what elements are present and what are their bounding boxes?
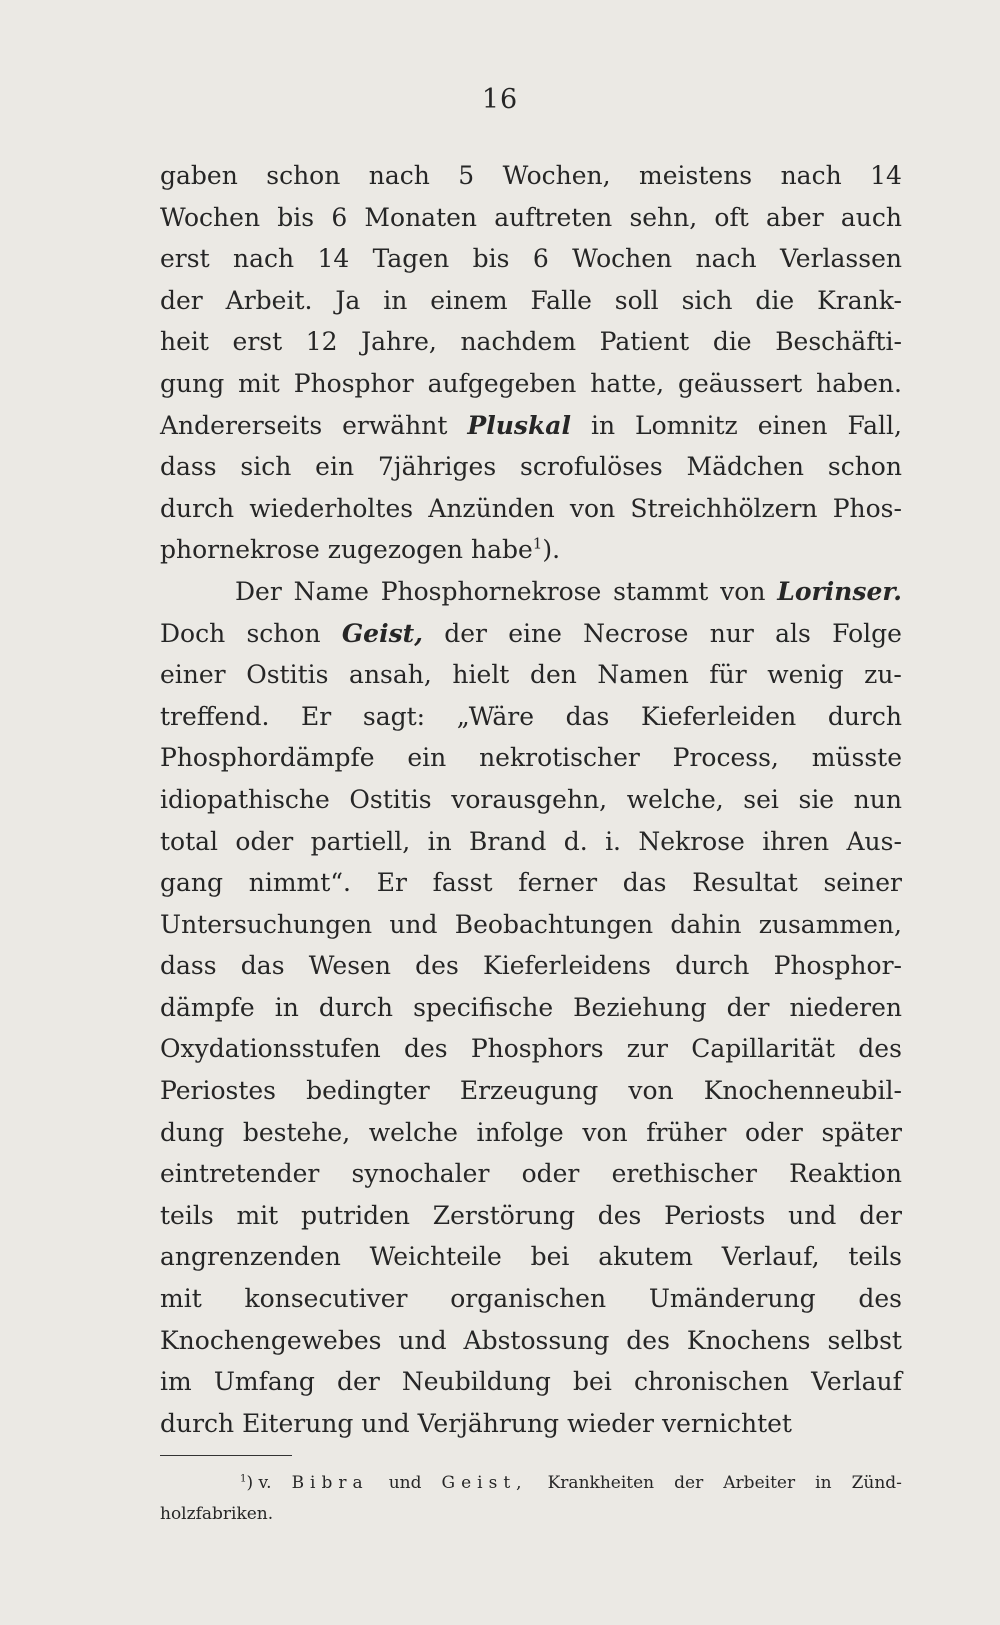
word: nimmt“.	[248, 868, 352, 898]
word: Untersuchungen	[160, 909, 373, 939]
text-line	[160, 1403, 902, 1445]
word: des	[597, 1200, 642, 1230]
word: durch	[160, 1408, 235, 1438]
footnote-author-geist: Geist,	[441, 1473, 528, 1493]
text-line	[160, 155, 902, 197]
word: Verjährung	[417, 1408, 560, 1438]
word: Lomnitz	[635, 410, 738, 440]
footnote-line-2: holzfabriken.	[160, 1504, 274, 1524]
word: Umfang	[213, 1367, 315, 1397]
word: nach	[368, 161, 430, 190]
word: habe	[470, 535, 533, 565]
word: 6	[331, 202, 348, 232]
text-line	[160, 613, 902, 655]
word: Doch	[160, 618, 226, 648]
word: „Wäre	[456, 701, 534, 731]
footnote-marker: 1	[240, 1473, 247, 1485]
word: auftreten	[494, 202, 613, 232]
word: seiner	[823, 868, 902, 898]
word: chronischen	[633, 1367, 790, 1397]
word: Neubildung	[401, 1367, 551, 1397]
word: bis	[472, 244, 510, 274]
text-line	[160, 1112, 902, 1154]
word: und	[389, 909, 438, 939]
word: dung	[160, 1117, 225, 1147]
text-line	[160, 488, 902, 530]
word: Phosphor	[293, 368, 414, 398]
word: vernichtet	[662, 1408, 792, 1438]
word: erst	[232, 327, 283, 357]
word: putriden	[300, 1200, 410, 1230]
word: ihren	[762, 826, 830, 856]
word: bis	[277, 202, 315, 232]
author-name: Geist,	[341, 618, 423, 648]
text-line	[160, 1070, 902, 1112]
word: gung	[160, 368, 225, 398]
word: erethischer	[611, 1159, 757, 1189]
word: Namen	[597, 660, 689, 690]
text-line	[160, 862, 902, 904]
word: welche	[368, 1117, 458, 1147]
word: das	[622, 868, 667, 898]
word: der	[726, 992, 770, 1022]
word: Zerstörung	[432, 1200, 575, 1230]
footnote	[160, 1468, 902, 1530]
word: Resultat	[692, 868, 798, 898]
word: Andererseits	[160, 410, 323, 440]
word: 6	[532, 244, 549, 274]
word: partiell,	[310, 826, 411, 856]
word: eine	[508, 618, 562, 648]
word: ein	[315, 452, 355, 482]
word: durch	[675, 951, 750, 981]
text-line	[160, 737, 902, 779]
word: eintretender	[160, 1159, 320, 1189]
text-line	[160, 987, 902, 1029]
text-line	[160, 821, 902, 863]
word: oder	[235, 826, 294, 856]
word: und	[361, 1408, 410, 1438]
word: die	[755, 285, 795, 315]
word: Anzünden	[428, 493, 555, 523]
word: fasst	[432, 868, 493, 898]
word: 12	[305, 327, 338, 357]
word: früher	[646, 1117, 727, 1147]
word: als	[775, 618, 811, 648]
word: nur	[709, 618, 754, 648]
word: dass	[160, 452, 217, 482]
page-number: 16	[481, 84, 519, 115]
word: Necrose	[583, 618, 689, 648]
word: zusammen,	[758, 909, 902, 939]
word: müsste	[811, 743, 902, 773]
word: auch	[840, 202, 902, 232]
word: von	[720, 576, 766, 606]
word: hatte,	[590, 368, 665, 398]
word: in	[274, 992, 299, 1022]
word: niederen	[789, 992, 902, 1022]
text-line	[160, 1361, 902, 1403]
word: i.	[605, 826, 622, 856]
word: zur	[626, 1034, 669, 1064]
word: bei	[530, 1242, 570, 1272]
word: von	[569, 493, 616, 523]
footnote-ref: $^1$) v.	[240, 1473, 272, 1493]
word: Er	[301, 701, 332, 731]
word: Oxydationsstufen	[160, 1034, 381, 1064]
word: Jahre,	[361, 327, 437, 357]
word: selbst	[827, 1325, 902, 1355]
word: Mädchen	[686, 452, 805, 482]
word: Knochens	[686, 1325, 811, 1355]
word: Verlauf,	[721, 1242, 820, 1272]
word: Phosphors	[470, 1034, 604, 1064]
word: Periosts	[664, 1200, 766, 1230]
word: die	[712, 327, 752, 357]
word: Process,	[672, 743, 779, 773]
word: Eiterung	[242, 1408, 354, 1438]
word: Fall,	[847, 410, 902, 440]
word: Ja	[335, 285, 361, 315]
word	[471, 529, 560, 571]
word: einer	[160, 660, 226, 690]
word: sich	[240, 452, 292, 482]
author-name: Pluskal	[467, 410, 571, 440]
word: das	[565, 701, 610, 731]
word: später	[821, 1117, 902, 1147]
word: Periostes	[160, 1076, 276, 1106]
text-line	[160, 1153, 902, 1195]
word: specifische	[413, 992, 554, 1022]
word: im	[160, 1367, 192, 1397]
word: Abstossung	[463, 1325, 610, 1355]
word: wieder	[567, 1408, 655, 1438]
word: von	[582, 1117, 628, 1147]
word: Nekrose	[638, 826, 745, 856]
word: Brand	[469, 826, 547, 856]
word: stammt	[613, 576, 709, 606]
word: zu-	[864, 660, 902, 690]
word: nach	[695, 244, 757, 274]
word: dämpfe	[160, 992, 255, 1022]
word: nachdem	[460, 327, 577, 357]
text-line	[160, 529, 902, 571]
word: von	[628, 1076, 674, 1106]
word: dass	[160, 951, 217, 981]
text-line	[160, 654, 902, 696]
text-line	[160, 945, 902, 987]
word: Knochenneubil-	[703, 1076, 902, 1106]
word: bestehe,	[242, 1117, 351, 1147]
word: Beobachtungen	[454, 909, 654, 939]
word: nekrotischer	[479, 743, 640, 773]
word: Krank-	[817, 285, 902, 315]
word: schon	[827, 452, 902, 482]
word: Name	[293, 576, 369, 606]
word: Reaktion	[789, 1159, 902, 1189]
text-line	[160, 280, 902, 322]
word: des	[403, 1034, 448, 1064]
word: meistens	[639, 161, 753, 190]
word: scrofulöses	[519, 452, 663, 482]
word: 14	[317, 244, 350, 274]
word: des	[415, 951, 459, 981]
word: bei	[573, 1367, 612, 1397]
word: ).	[542, 535, 561, 565]
word: Patient	[599, 327, 690, 357]
text-line	[160, 1195, 902, 1237]
word: heit	[160, 327, 209, 357]
word: total	[160, 826, 219, 856]
word: durch	[160, 493, 235, 523]
word: soll	[614, 285, 659, 315]
word: sehn,	[629, 202, 698, 232]
word: bedingter	[306, 1076, 430, 1106]
text-line	[160, 197, 902, 239]
word: ferner	[518, 868, 598, 898]
word: aufgegeben	[427, 368, 577, 398]
word: Wochen	[572, 244, 673, 274]
word: des	[626, 1325, 670, 1355]
word: Beschäfti-	[775, 327, 902, 357]
word: nach	[233, 244, 295, 274]
word: 14	[870, 161, 902, 190]
text-line	[160, 446, 902, 488]
word: phornekrose	[160, 535, 320, 565]
text-line	[160, 405, 902, 447]
word: gaben	[160, 161, 238, 190]
word: und	[788, 1200, 837, 1230]
word: schon	[246, 618, 321, 648]
footnote-ref-marker: 1	[532, 535, 543, 554]
word: Streichhölzern	[630, 493, 818, 523]
word: sagt:	[362, 701, 426, 731]
word: Falle	[530, 285, 592, 315]
word: mit	[238, 368, 280, 398]
word: sich	[681, 285, 733, 315]
word: Folge	[832, 618, 902, 648]
word: 5	[458, 161, 475, 190]
word: Der	[235, 576, 282, 606]
word: idiopathische	[160, 784, 330, 814]
word: einem	[430, 285, 508, 315]
text-line	[160, 571, 902, 613]
word: Phos-	[832, 493, 902, 523]
word: hielt	[452, 660, 510, 690]
word: Kieferleiden	[641, 701, 797, 731]
word: dahin	[670, 909, 742, 939]
text-line	[160, 1278, 902, 1320]
footnote-author-bibra: Bibra	[291, 1473, 369, 1493]
author-name: Lorinser.	[777, 576, 902, 606]
word: organischen	[450, 1284, 607, 1314]
word: Verlauf	[811, 1367, 902, 1397]
word: welche,	[626, 784, 724, 814]
word: das	[240, 951, 285, 981]
word: ansah,	[349, 660, 432, 690]
word: sie	[798, 784, 835, 814]
word: synochaler	[351, 1159, 490, 1189]
word: Wochen,	[502, 161, 611, 190]
word: Wesen	[308, 951, 391, 981]
word: Erzeugung	[459, 1076, 599, 1106]
word: Verlassen	[780, 244, 902, 274]
word: erst	[160, 244, 210, 274]
word: sei	[743, 784, 779, 814]
footnote-divider	[160, 1455, 292, 1456]
word: geäussert	[677, 368, 803, 398]
text-line	[160, 779, 902, 821]
word: schon	[266, 161, 341, 190]
word: Ostitis	[349, 784, 432, 814]
word: nach	[780, 161, 842, 190]
word: zugezogen	[327, 535, 463, 565]
word: teils	[848, 1242, 902, 1272]
word: und	[398, 1325, 447, 1355]
word: Umänderung	[648, 1284, 816, 1314]
word: Phosphornekrose	[380, 576, 602, 606]
word: wiederholtes	[249, 493, 414, 523]
word: Capillarität	[691, 1034, 836, 1064]
word: durch	[318, 992, 394, 1022]
word: Beziehung	[573, 992, 707, 1022]
word: für	[709, 660, 747, 690]
text-line	[160, 363, 902, 405]
word: aber	[765, 202, 824, 232]
text-line	[160, 904, 902, 946]
word: Aus-	[846, 826, 902, 856]
word: Weichteile	[369, 1242, 502, 1272]
text-line	[160, 1028, 902, 1070]
word: angrenzenden	[160, 1242, 341, 1272]
word: durch	[827, 701, 902, 731]
word: oft	[714, 202, 749, 232]
word: oder	[745, 1117, 803, 1147]
word: oder	[521, 1159, 580, 1189]
word: Tagen	[372, 244, 450, 274]
word: wenig	[767, 660, 844, 690]
word: in	[427, 826, 452, 856]
text-line	[160, 1320, 902, 1362]
word: Phosphordämpfe	[160, 743, 375, 773]
word: Kieferleidens	[483, 951, 652, 981]
word: nun	[853, 784, 902, 814]
word: treffend.	[160, 701, 270, 731]
word: vorausgehn,	[451, 784, 608, 814]
word: 7jähriges	[377, 452, 497, 482]
word: Knochengewebes	[160, 1325, 382, 1355]
word: Monaten	[364, 202, 478, 232]
word: des	[858, 1034, 902, 1064]
word: konsecutiver	[244, 1284, 408, 1314]
word: infolge	[476, 1117, 564, 1147]
text-line	[160, 321, 902, 363]
word: mit	[160, 1284, 202, 1314]
word: d.	[563, 826, 588, 856]
word: mit	[236, 1200, 279, 1230]
word: der	[337, 1367, 380, 1397]
word: akutem	[598, 1242, 693, 1272]
word: Phosphor-	[773, 951, 902, 981]
word: des	[858, 1284, 902, 1314]
word: gang	[160, 868, 224, 898]
text-line	[160, 696, 902, 738]
body-text	[160, 155, 902, 1444]
word: haben.	[816, 368, 902, 398]
word: der	[859, 1200, 902, 1230]
word: den	[529, 660, 577, 690]
word: erwähnt	[342, 410, 448, 440]
word: Arbeit.	[225, 285, 313, 315]
word: Wochen	[160, 202, 261, 232]
footnote-line-1: $^1$) v. Bibra und Geist, Krankheiten der Arbeiter in Zünd-	[160, 1468, 902, 1499]
word: Er	[376, 868, 407, 898]
word: teils	[160, 1200, 214, 1230]
word: Ostitis	[246, 660, 329, 690]
word: einen	[757, 410, 828, 440]
text-line	[160, 238, 902, 280]
text-line	[160, 1236, 902, 1278]
word: ein	[407, 743, 447, 773]
word: in	[383, 285, 408, 315]
word: der	[444, 618, 487, 648]
word: in	[590, 410, 616, 440]
word: der	[160, 285, 203, 315]
